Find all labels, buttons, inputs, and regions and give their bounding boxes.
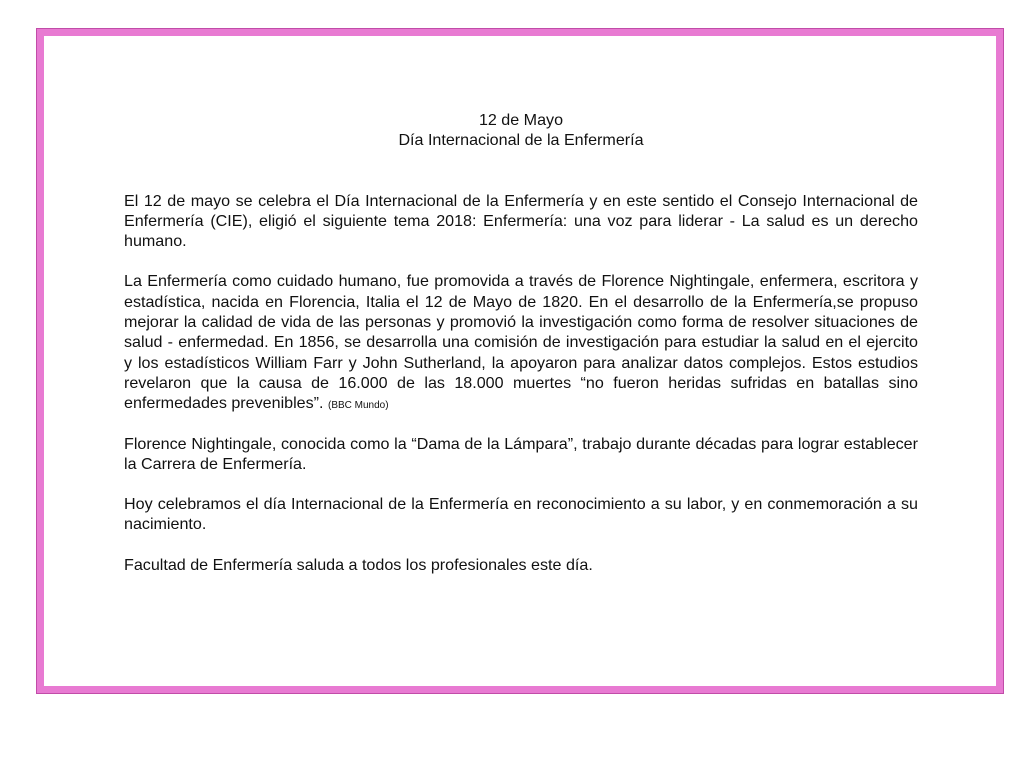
paragraph-greeting — [124, 555, 918, 575]
paragraph-nightingale-history — [124, 271, 918, 413]
document-content — [124, 110, 918, 575]
paragraph-celebration — [124, 494, 918, 535]
header-date: 12 de Mayo — [478, 111, 564, 129]
document-header — [124, 110, 918, 151]
source-citation: (BBC Mundo) — [327, 400, 389, 412]
paragraph-intro — [124, 191, 918, 252]
paragraph-celebration-text: Hoy celebramos el día Internacional de la Enfermería en reconocimiento a su labor, y en conmemoración a su nacimiento. — [124, 495, 918, 534]
paragraph-history-text: La Enfermería como cuidado humano, fue promovida a través de Florence Nightingale, enfermera, escritora y estadística, nacida en Florencia, Italia el 12 de Mayo de 1820. En el desarrollo de la Enfermería,se propuso mejorar la calidad de vida de las personas y promovió la investigación como forma de resolver situaciones de salud - enfermedad. En 1856, se desarrolla una comisión de investigación para estudiar la salud en el ejercito y los estadísticos William Farr y John Sutherland, la apoyaron para analizar datos complejos. Estos estudios revelaron que la causa de 16.000 de las 18.000 muertes “no fueron heridas sufridas en batallas sino enfermedades prevenibles”. — [124, 272, 918, 413]
paragraph-intro-text: El 12 de mayo se celebra el Día Internacional de la Enfermería y en este sentido el Consejo Internacional de Enfermería (CIE), eligió el siguiente tema 2018: Enfermería: una voz para liderar - La salud es un derecho humano. — [124, 191, 918, 251]
paragraph-lady-lamp-text: Florence Nightingale, conocida como la “Dama de la Lámpara”, trabajo durante décadas para lograr establecer la Carrera de Enfermería. — [124, 434, 918, 473]
header-title: Día Internacional de la Enfermería — [398, 131, 644, 150]
pink-page-frame — [37, 29, 1003, 693]
paragraph-lady-lamp — [124, 434, 918, 475]
paragraph-greeting-text: Facultad de Enfermería saluda a todos los profesionales este día. — [124, 555, 593, 574]
